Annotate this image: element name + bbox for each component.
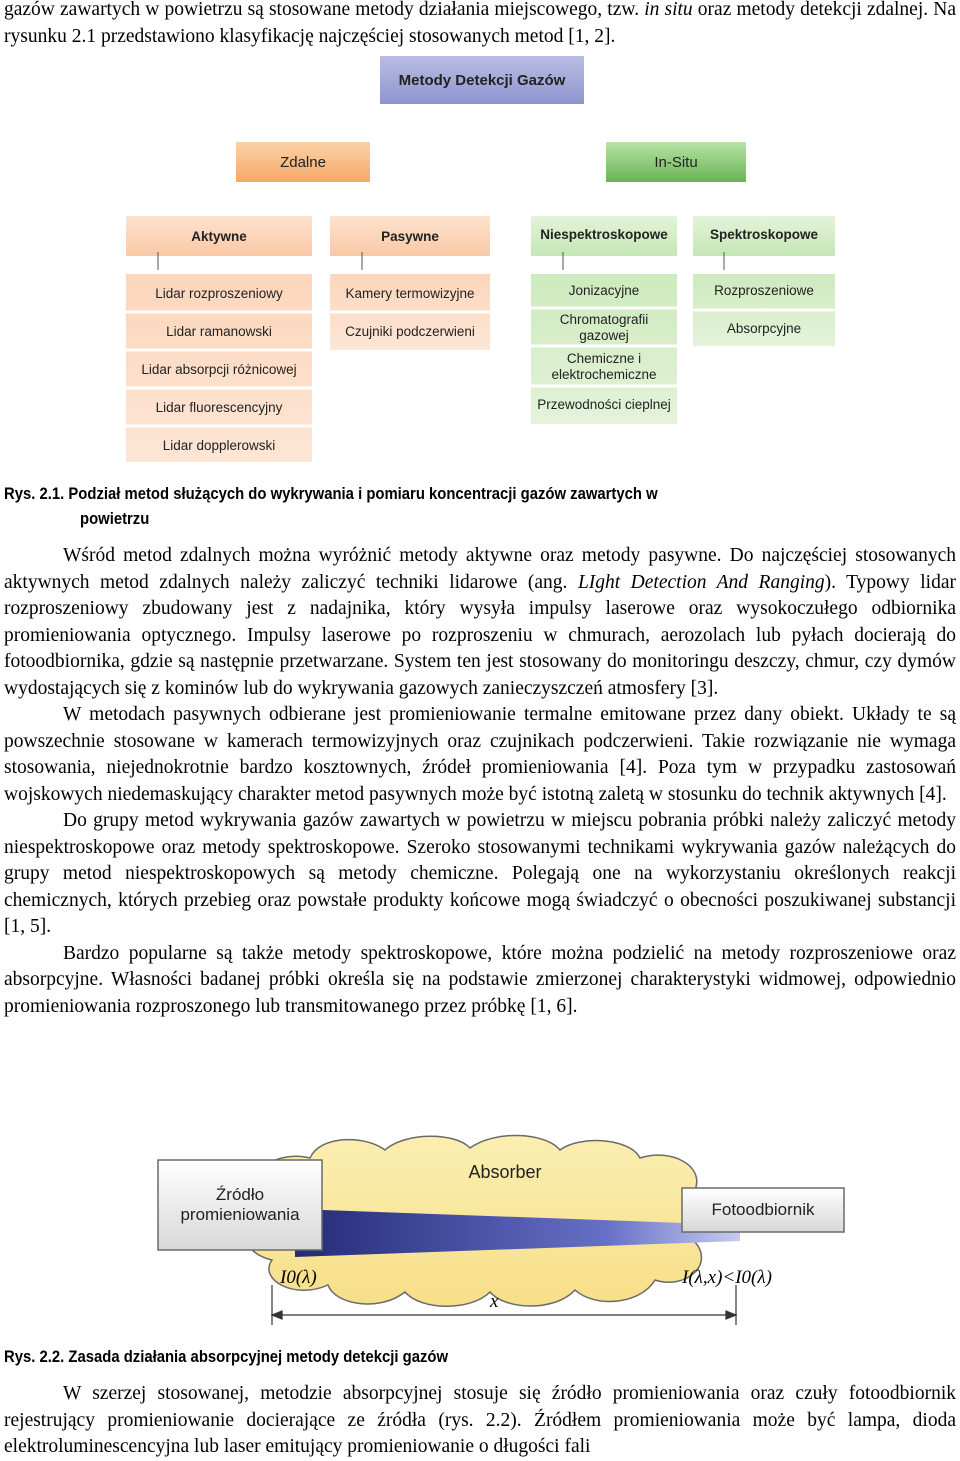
source-label-line1: Źródło: [215, 1185, 265, 1204]
root-label: Metody Detekcji Gazów: [398, 71, 566, 89]
item-thermal-conductivity: Przewodności cieplnej: [537, 396, 671, 412]
source-label-line2: promieniowania: [180, 1205, 300, 1224]
paragraph-3: Do grupy metod wykrywania gazów zawartych w powietrzu w miejscu pobrania próbki należy zaliczyć metody niespektroskopowe oraz metody spektroskopowe. Szeroko stosowanymi technikami wykrywania gazów należących do grupy metod niespektroskopowych są metody chemiczne. Polegają one na wykorzystaniu określonych reakcji chemicznych, których przebieg oraz powstałe produkty końcowe mogą świadczyć o obecności poszukiwanej substancji [1, 5].: [4, 810, 956, 937]
figure2-caption: [4, 1345, 634, 1369]
branch-remote-label: Zdalne: [280, 153, 326, 171]
source-label: [158, 1160, 322, 1250]
paragraph-5: W szerzej stosowanej, metodzie absorpcyjnej stosuje się źródło promieniowania oraz czuły fotoodbiornik rejestrujący promieniowanie docierające ze źródła (rys. 2.2). Źródłem promieniowania może być lampa, dioda elektroluminescencyjna lub laser emitujący promieniowanie o długości fali: [4, 1383, 956, 1457]
paragraph-2: W metodach pasywnych odbierane jest promieniowanie termalne emitowane przez dany obiekt. Układy te są powszechnie stosowane w kamerach termowizyjnych oraz czujnikach podczerwieni. Takie rozwiązanie nie wymaga stosowania, niejednokrotnie bardzo kosztownych, źródeł promieniowania [4]. Poza tym w przypadku zastosowań wojskowych niedemaskujący charakter metod pasywnych może być istotną zaletą w stosunku do technik aktywnych [4].: [4, 704, 956, 805]
detector-label: Fotoodbiornik: [711, 1200, 815, 1219]
item-lidar-fluorescence: Lidar fluorescencyjny: [155, 399, 283, 415]
item-absorption: Absorpcyjne: [726, 320, 802, 336]
item-thermal-cameras: Kamery termowizyjne: [345, 285, 475, 301]
intensity-label: I(λ,x)<I0(λ): [682, 1267, 772, 1288]
figure1-caption-number: Rys. 2.1.: [4, 485, 65, 503]
figure1-caption-line2: powietrzu: [80, 510, 150, 528]
figure1-caption: [4, 482, 949, 506]
figure2-caption-number: Rys. 2.2.: [4, 1348, 65, 1366]
paragraph-4: Bardzo popularne są także metody spektroskopowe, które można podzielić na metody rozproszeniowe oraz absorpcyjne. Własności badanej próbki określa się na podstawie zmierzonej charakterystyki widmowej, odpowiednio promieniowania rozproszonego lub transmitowanego przez próbkę [1, 6].: [4, 942, 956, 1017]
absorber-label: Absorber: [468, 1161, 542, 1182]
x-label: x: [490, 1291, 499, 1312]
item-lidar-raman: Lidar ramanowski: [166, 323, 272, 339]
item-lidar-scattering: Lidar rozproszeniowy: [155, 285, 283, 301]
item-lidar-dial: Lidar absorpcji różnicowej: [141, 361, 297, 377]
group-active-label: Aktywne: [191, 228, 247, 244]
body-text: [4, 543, 956, 1020]
item-gas-chromatography: Chromatografii gazowej: [559, 312, 649, 343]
paragraph-1: Wśród metod zdalnych można wyróżnić metody aktywne oraz metody pasywne. Do najczęściej stosowanych aktywnych metod zdalnych należy zaliczyć techniki lidarowe (ang. LIght Detection And Ranging). Typowy lidar rozproszeniowy zbudowany jest z nadajnika, który wysyła impulsy laserowe oraz wysokoczułego odbiornika promieniowania optycznego. Impulsy laserowe po rozproszeniu w chmurach, aerozolach lub pyłach docierają do fotoodbiornika, gdzie są następnie przetwarzane. System ten jest stosowany do monitoringu deszczy, chmur, czy dymów wydostających się z kominów lub do wykrywania gazowych zanieczyszczeń atmosfery [3].: [4, 545, 956, 699]
item-ionization: Jonizacyjne: [568, 282, 640, 298]
figure1-caption-text: Podział metod służących do wykrywania i pomiaru koncentracji gazów zawartych w: [68, 485, 658, 503]
item-lidar-doppler: Lidar dopplerowski: [162, 437, 276, 453]
figure2-caption-text: Zasada działania absorpcyjnej metody detekcji gazów: [68, 1348, 449, 1366]
group-passive-label: Pasywne: [381, 228, 439, 244]
group-spectro-label: Spektroskopowe: [709, 226, 819, 242]
item-ir-sensors: Czujniki podczerwieni: [345, 323, 475, 339]
i0-label: I0(λ): [280, 1267, 317, 1288]
branch-insitu-label: In-Situ: [654, 153, 698, 171]
intro-paragraph: gazów zawartych w powietrzu są stosowane metody działania miejscowego, tzw. in situ oraz metody detekcji zdalnej. Na rysunku 2.1 przedstawiono klasyfikację najczęściej stosowanych metod [1, 2].: [4, 0, 956, 47]
group-nonspectro-label: Niespektroskopowe: [540, 226, 668, 242]
item-scattering: Rozproszeniowe: [714, 282, 814, 298]
item-chemical: Chemiczne i elektrochemiczne: [551, 351, 657, 382]
